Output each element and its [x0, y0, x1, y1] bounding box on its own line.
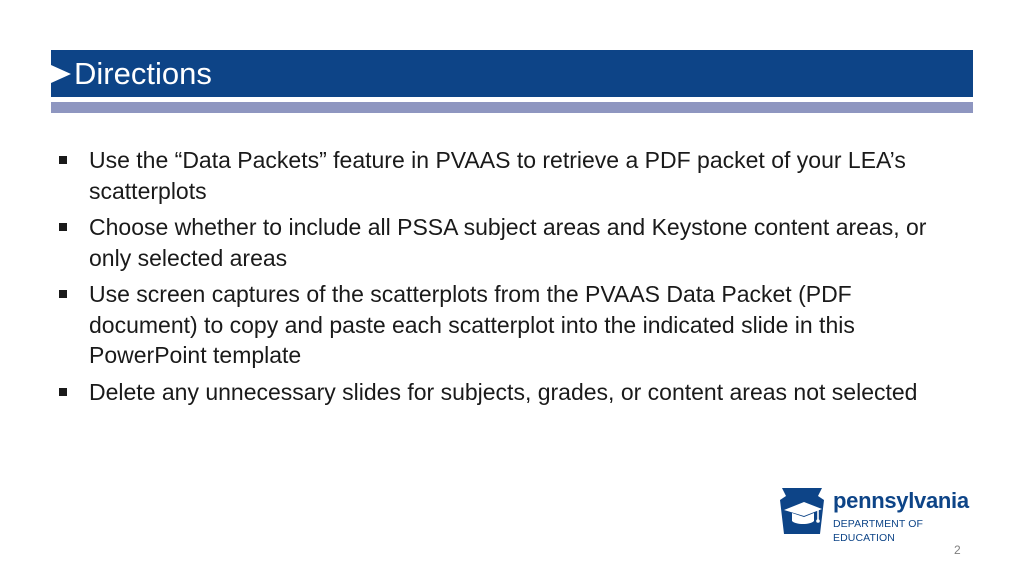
pennsylvania-logo: [778, 486, 978, 544]
bullet-text: Use the “Data Packets” feature in PVAAS to retrieve a PDF packet of your LEA’s scatterplots: [89, 147, 906, 204]
bullet-text: Use screen captures of the scatterplots from the PVAAS Data Packet (PDF document) to copy and paste each scatterplot into the indicated slide in this PowerPoint template: [89, 281, 855, 368]
logo-name: pennsylvania: [833, 488, 969, 513]
bullet-item: [58, 377, 928, 408]
square-bullet-icon: [59, 223, 67, 231]
title-underline: [51, 102, 973, 113]
title-arrow-icon: [51, 65, 71, 83]
keystone-graduation-cap-icon: [778, 486, 826, 536]
bullet-text: Choose whether to include all PSSA subject areas and Keystone content areas, or only selected areas: [89, 214, 927, 271]
logo-department: DEPARTMENT OF EDUCATION: [833, 518, 923, 544]
page-number: 2: [954, 543, 961, 557]
slide-title: Directions: [74, 56, 212, 91]
bullet-list: [58, 145, 928, 413]
square-bullet-icon: [59, 156, 67, 164]
square-bullet-icon: [59, 290, 67, 298]
bullet-item: [58, 279, 928, 371]
square-bullet-icon: [59, 388, 67, 396]
bullet-text: Delete any unnecessary slides for subjects, grades, or content areas not selected: [89, 378, 918, 405]
bullet-item: [58, 212, 928, 273]
bullet-item: [58, 145, 928, 206]
